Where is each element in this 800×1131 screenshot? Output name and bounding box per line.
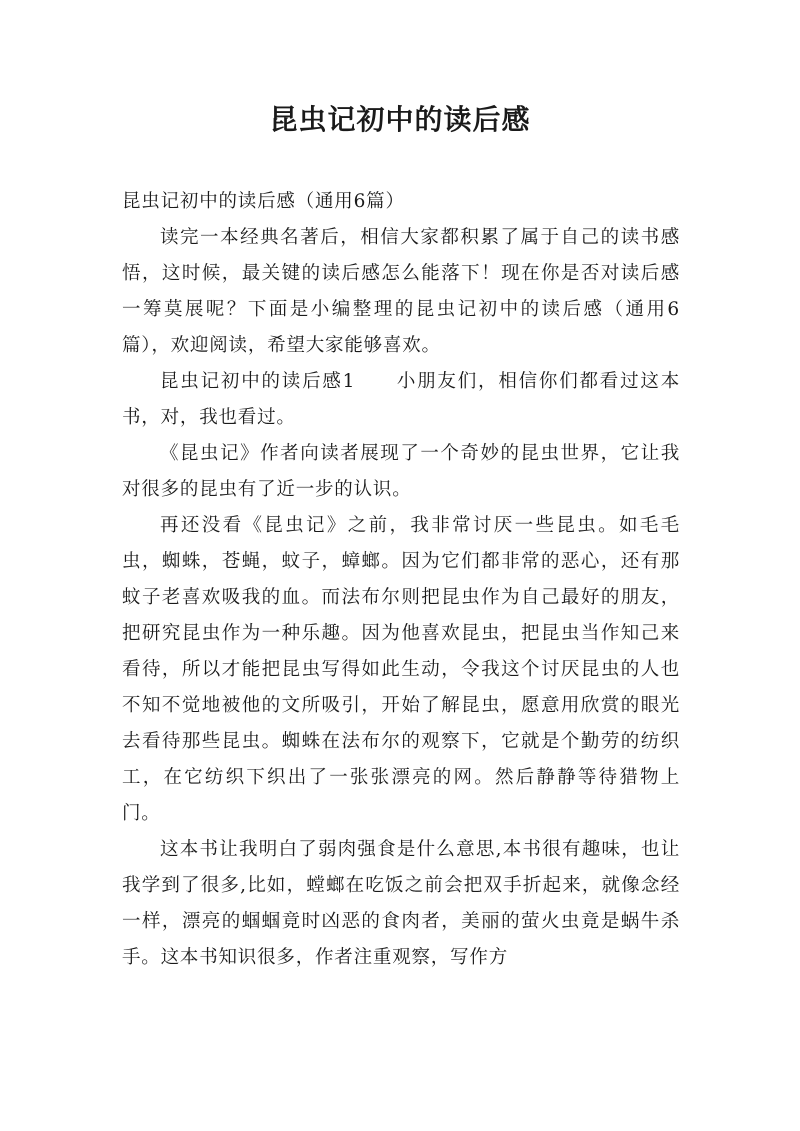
document-body	[122, 184, 680, 976]
paragraph: 这本书让我明白了弱肉强食是什么意思,本书很有趣味，也让我学到了很多,比如，螳螂在吃饭之前会把双手折起来，就像念经一样，漂亮的蝈蝈竟时凶恶的食肉者，美丽的萤火虫竟是蜗牛杀手。这本书知识很多，作者注重观察，写作方	[122, 839, 680, 968]
paragraph: 再还没看《昆虫记》之前，我非常讨厌一些昆虫。如毛毛虫，蜘蛛，苍蝇，蚊子，蟑螂。因为它们都非常的恶心，还有那蚊子老喜欢吸我的血。而法布尔则把昆虫作为自己最好的朋友，把研究昆虫作为一种乐趣。因为他喜欢昆虫，把昆虫当作知己来看待，所以才能把昆虫写得如此生动，令我这个讨厌昆虫的人也不知不觉地被他的文所吸引，开始了解昆虫，愿意用欣赏的眼光去看待那些昆虫。蜘蛛在法布尔的观察下，它就是个勤劳的纺织工，在它纺织下织出了一张张漂亮的网。然后静静等待猎物上门。	[122, 515, 680, 824]
paragraph: 《昆虫记》作者向读者展现了一个奇妙的昆虫世界，它让我对很多的昆虫有了近一步的认识。	[122, 443, 680, 500]
paragraph-essay-1-heading: 昆虫记初中的读后感1 小朋友们，相信你们都看过这本书，对，我也看过。	[122, 371, 680, 428]
document-title: 昆虫记初中的读后感	[269, 103, 531, 136]
paragraph-subtitle: 昆虫记初中的读后感（通用6篇）	[122, 191, 405, 212]
paragraph-intro: 读完一本经典名著后，相信大家都积累了属于自己的读书感悟，这时候，最关键的读后感怎么能落下！现在你是否对读后感一筹莫展呢？下面是小编整理的昆虫记初中的读后感（通用6篇），欢迎阅读，希望大家能够喜欢。	[122, 227, 680, 356]
